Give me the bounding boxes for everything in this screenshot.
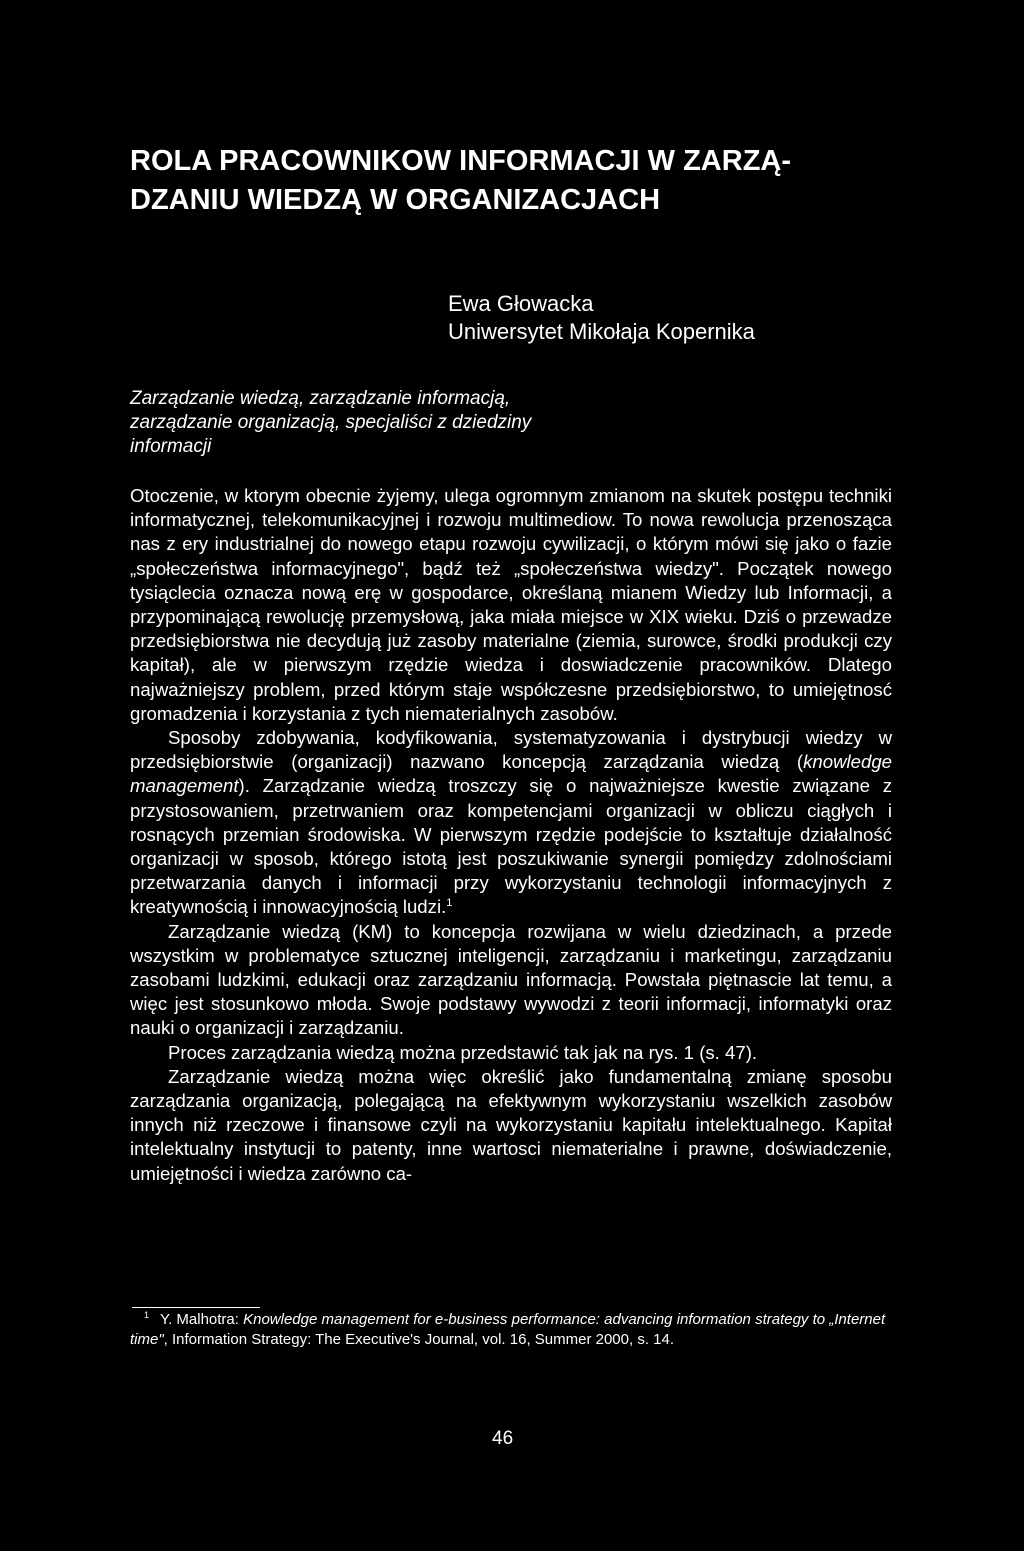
paragraph-4: Proces zarządzania wiedzą można przedstawić tak jak na rys. 1 (s. 47). [168,1041,758,1063]
page-number: 46 [492,1428,514,1449]
author-name: Ewa Głowacka [448,291,594,316]
paragraph-2-text-b: ). Zarządzanie wiedzą troszczy się o najważniejsze kwestie związane z przystosowaniem, przetrwaniem oraz kompetencjami organizacji w obliczu ciągłych i rosnących przemian środowiska. W pierwszym rzędzie podejście to kształtuje działalność organizacji w sposob, którego istotą jest poszukiwanie synergii pomiędzy zdolnościami przetwarzania danych i informacji przy wykorzystaniu technologii informacyjnych z kreatywnością i innowacyjnością ludzi. [130,775,892,918]
author-affiliation: Uniwersytet Mikołaja Kopernika [448,319,755,344]
paragraph-2-text-a: Sposoby zdobywania, kodyfikowania, systematyzowania i dystrybucji wiedzy w przedsiębiorstwie (organizacji) nazwano koncepcją zarządzania wiedzą ( [130,727,892,773]
footnote-ref[interactable]: 1 [446,897,453,910]
footnote-author: Y. Malhotra: [160,1311,244,1328]
footnote: $^1$ Y. Malhotra: Knowledge management for e-business performance: advancing information strategy to „Internet time", Information Strategy: The Executive's Journal, vol. 16, Summer 2000, s. 14. [130,1310,886,1348]
paragraph-1: Otoczenie, w ktorym obecnie żyjemy, ulega ogromnym zmianom na skutek postępu techniki informatycznej, telekomunikacyjnej i rozwoju multimediow. To nowa rewolucja przenosząca nas z ery industrialnej do nowego etapu rozwoju cywilizacji, o którym mówi się jako o fazie „społeczeństwa informacyjnego", bądź też „społeczeństwa wiedzy". Początek nowego tysiąclecia oznacza nową erę w gospodarce, określaną mianem Wiedzy lub Informacji, a przypominającą rewolucję przemysłową, jaka miała miejsce w XIX wieku. Dziś o przewadze przedsiębiorstwa nie decydują już zasoby materialne (ziemia, surowce, środki produkcji czy kapitał), ale w pierwszym rzędzie wiedza i doswiadczenie pracowników. Dlatego najważniejszy problem, przed którym staje współczesne przedsiębiorstwo, to umiejętnosć gromadzenia i korzystania z tych niematerialnych zasobów. [130,485,892,724]
article-body [130,484,892,1186]
article-title: ROLA PRACOWNIKOW INFORMACJI W ZARZĄ- DZANIU WIEDZĄ W ORGANIZACJACH [130,145,792,216]
knowledge-management-term: knowledge management [130,751,892,797]
footnote-divider [132,1307,260,1308]
footnote-rest: , Information Strategy: The Executive's Journal, vol. 16, Summer 2000, s. 14. [163,1331,675,1348]
paragraph-2 [130,726,892,920]
keywords: Zarządzanie wiedzą, zarządzanie informacją, zarządzanie organizacją, specjaliści z dziedziny informacji [130,388,532,457]
paragraph-5: Zarządzanie wiedzą można więc określić jako fundamentalną zmianę sposobu zarządzania organizacją, polegającą na efektywnym wykorzystaniu wszelkich zasobów innych niż rzeczowe i finansowe czyli na wykorzystaniu kapitału intelektualnego. Kapitał intelektualny instytucji to patenty, inne wartosci niematerialne i prawne, doświadczenie, umiejętności i wiedza zarówno ca- [130,1065,892,1184]
paragraph-3: Zarządzanie wiedzą (KM) to koncepcja rozwijana w wielu dziedzinach, a przede wszystkim w problematyce sztucznej inteligencji, zarządzaniu i marketingu, zarządzaniu zasobami ludzkimi, edukacji oraz zarządzaniu informacją. Powstała piętnascie lat temu, a więc jest stosunkowo młoda. Swoje podstawy wywodzi z teorii informacji, informatyki oraz nauki o organizacji i zarządzaniu. [130,920,892,1039]
footnote-title: Knowledge management for e-business performance: advancing information strategy to „Internet time" [130,1311,886,1348]
author-block [448,290,755,346]
